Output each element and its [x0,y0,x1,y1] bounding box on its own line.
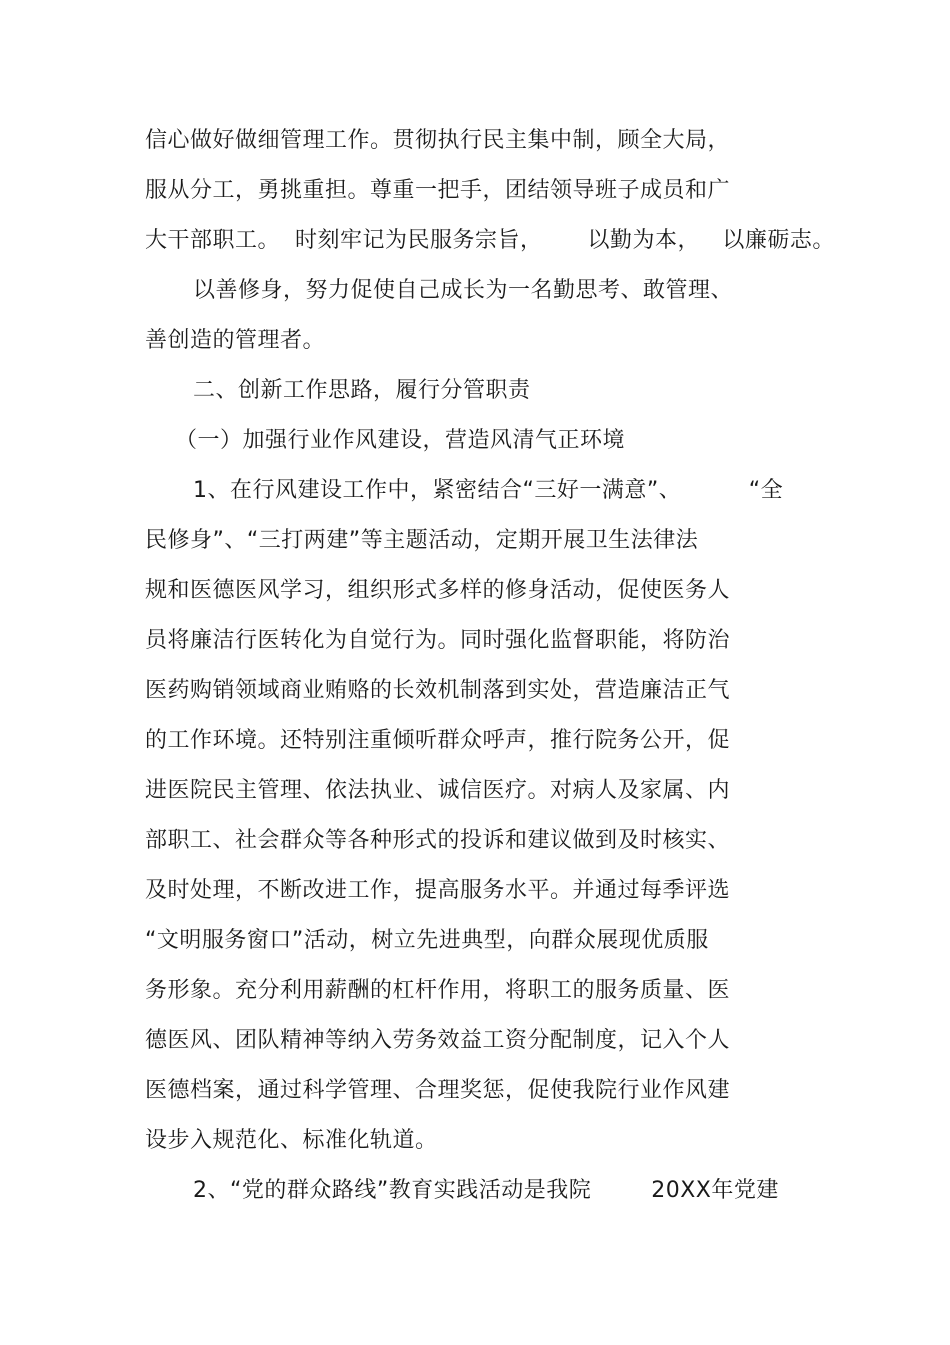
text-line: 以善修身，努力促使自己成长为一名勤思考、敢管理、 [193,278,734,303]
text-line: 部职工、社会群众等各种形式的投诉和建议做到及时核实、 [145,828,731,853]
text-line: 信心做好做细管理工作。贯彻执行民主集中制，顾全大局， [145,128,731,153]
text-line: 1、在行风建设工作中，紧密结合“三好一满意”、 “全 [193,478,784,503]
section-heading: 二、创新工作思路，履行分管职责 [193,378,531,403]
text-line: 的工作环境。还特别注重倾听群众呼声，推行院务公开，促 [145,728,731,753]
text-line: “文明服务窗口”活动，树立先进典型，向群众展现优质服 [145,928,709,953]
text-line: 及时处理，不断改进工作，提高服务水平。并通过每季评选 [145,878,731,903]
text-line: 民修身”、“三打两建”等主题活动，定期开展卫生法律法 [145,528,699,553]
subsection-heading: （一）加强行业作风建设，营造风清气正环境 [175,428,626,453]
text-line: 善创造的管理者。 [145,328,326,353]
text-line: 2、“党的群众路线”教育实践活动是我院 20XX年党建 [193,1178,779,1203]
text-line: 服从分工，勇挑重担。尊重一把手，团结领导班子成员和广 [145,178,731,203]
text-line: 进医院民主管理、依法执业、诚信医疗。对病人及家属、内 [145,778,731,803]
text-line: 德医风、团队精神等纳入劳务效益工资分配制度，记入个人 [145,1028,731,1053]
text-line: 规和医德医风学习，组织形式多样的修身活动，促使医务人 [145,578,731,603]
text-line: 设步入规范化、标准化轨道。 [145,1128,438,1153]
text-line: 医德档案，通过科学管理、合理奖惩，促使我院行业作风建 [145,1078,731,1103]
text-line: 医药购销领域商业贿赂的长效机制落到实处，营造廉洁正气 [145,678,731,703]
text-line: 员将廉洁行医转化为自觉行为。同时强化监督职能，将防治 [145,628,731,653]
text-line: 大干部职工。 时刻牢记为民服务宗旨， 以勤为本， 以廉砺志。 [145,228,835,253]
text-line: 务形象。充分利用薪酬的杠杆作用，将职工的服务质量、医 [145,978,731,1003]
